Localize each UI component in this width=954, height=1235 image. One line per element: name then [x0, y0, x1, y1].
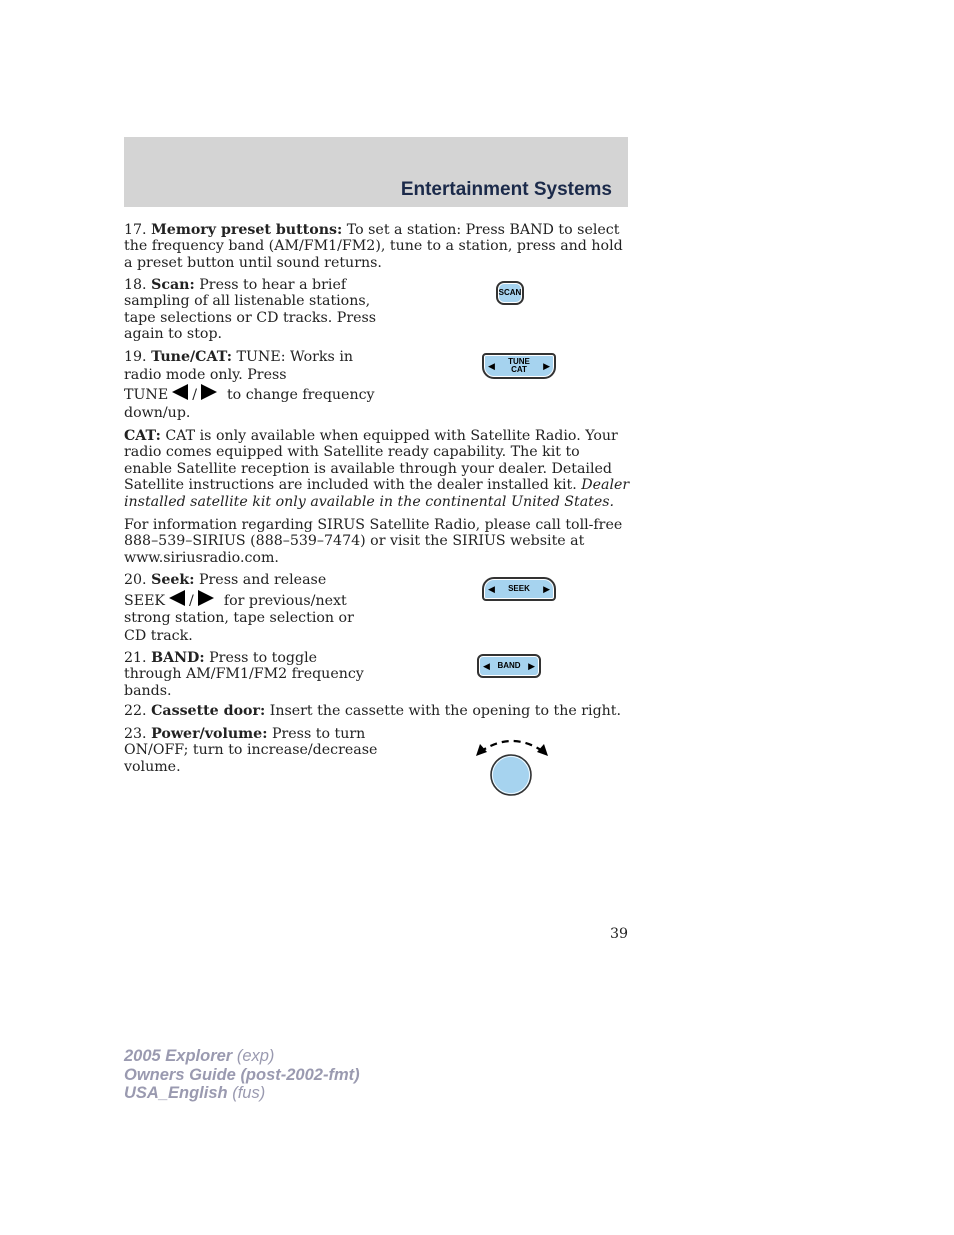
rotate-arc	[480, 741, 544, 752]
item-18-scan: 18. Scan: Press to hear a brief sampling of all listenable stations, tape selections or CD tracks. Press again to stop.	[124, 277, 377, 343]
knob-icon	[491, 755, 531, 795]
item-22-cassette: 22. Cassette door: Insert the cassette with the opening to the right.	[124, 703, 622, 719]
arrow-right-head-icon	[537, 744, 548, 756]
item-21-band: 21. BAND: Press to toggle through AM/FM1/FM2 frequency bands.	[124, 650, 364, 699]
item-23-power-volume: 23. Power/volume: Press to turn ON/OFF; turn to increase/decrease volume.	[124, 726, 378, 775]
volume-knob-illustration	[474, 734, 550, 798]
cat-label: CAT:	[124, 428, 161, 444]
right-triangle-icon: ▶	[543, 583, 550, 594]
left-triangle-icon: ◀	[488, 583, 495, 594]
band-button-illustration: ◀ BAND ▶	[477, 654, 541, 678]
item-21-label: BAND:	[151, 650, 205, 666]
item-19-tune-cat: 19. Tune/CAT: TUNE: Works in radio mode only. Press TUNE / to change frequency down/up.	[124, 349, 375, 421]
section-header	[124, 137, 628, 207]
section-title: Entertainment Systems	[400, 179, 612, 200]
left-triangle-icon: ◀	[483, 660, 490, 671]
right-triangle-icon: ▶	[528, 660, 535, 671]
document-footer: 2005 Explorer (exp) Owners Guide (post-2002-fmt) USA_English (fus)	[124, 1047, 360, 1103]
right-triangle-icon: ▶	[543, 360, 550, 371]
cat-paragraph: CAT: CAT is only available when equipped with Satellite Radio. Your radio comes equipped with Satellite ready capability. The kit to enable Satellite reception is available through your dealer. Detailed Satellite instructions are included with the dealer installed kit. Dealer installed satellite kit only available in the continental United States.	[124, 428, 630, 510]
sirius-paragraph: For information regarding SIRUS Satellite Radio, please call toll-free 888–539–SIRIUS (888–539–7474) or visit the SIRIUS website at www.siriusradio.com.	[124, 517, 623, 566]
item-23-label: Power/volume:	[151, 726, 268, 742]
item-20-label: Seek:	[151, 572, 195, 588]
item-20-seek: 20. Seek: Press and release SEEK / for previous/next strong station, tape selection or CD track.	[124, 572, 354, 644]
right-arrow-icon	[201, 384, 217, 400]
item-17-memory-preset: 17. Memory preset buttons: To set a station: Press BAND to select the frequency band (AM/FM1/FM2), tune to a station, press and hold a preset button until sound returns.	[124, 222, 623, 271]
left-arrow-icon	[172, 384, 188, 400]
tune-cat-button-illustration: ◀ TUNE CAT ▶	[482, 353, 556, 379]
item-18-label: Scan:	[151, 277, 195, 293]
item-22-label: Cassette door:	[151, 703, 266, 719]
right-arrow-icon	[198, 590, 214, 606]
page-number: 39	[609, 926, 628, 942]
arrow-left-head-icon	[476, 744, 487, 756]
left-arrow-icon	[169, 590, 185, 606]
left-triangle-icon: ◀	[488, 360, 495, 371]
seek-button-illustration: ◀ SEEK ▶	[482, 577, 556, 601]
scan-button-illustration: SCAN	[496, 281, 524, 305]
item-17-label: Memory preset buttons:	[151, 222, 343, 238]
item-19-label: Tune/CAT:	[151, 349, 232, 365]
